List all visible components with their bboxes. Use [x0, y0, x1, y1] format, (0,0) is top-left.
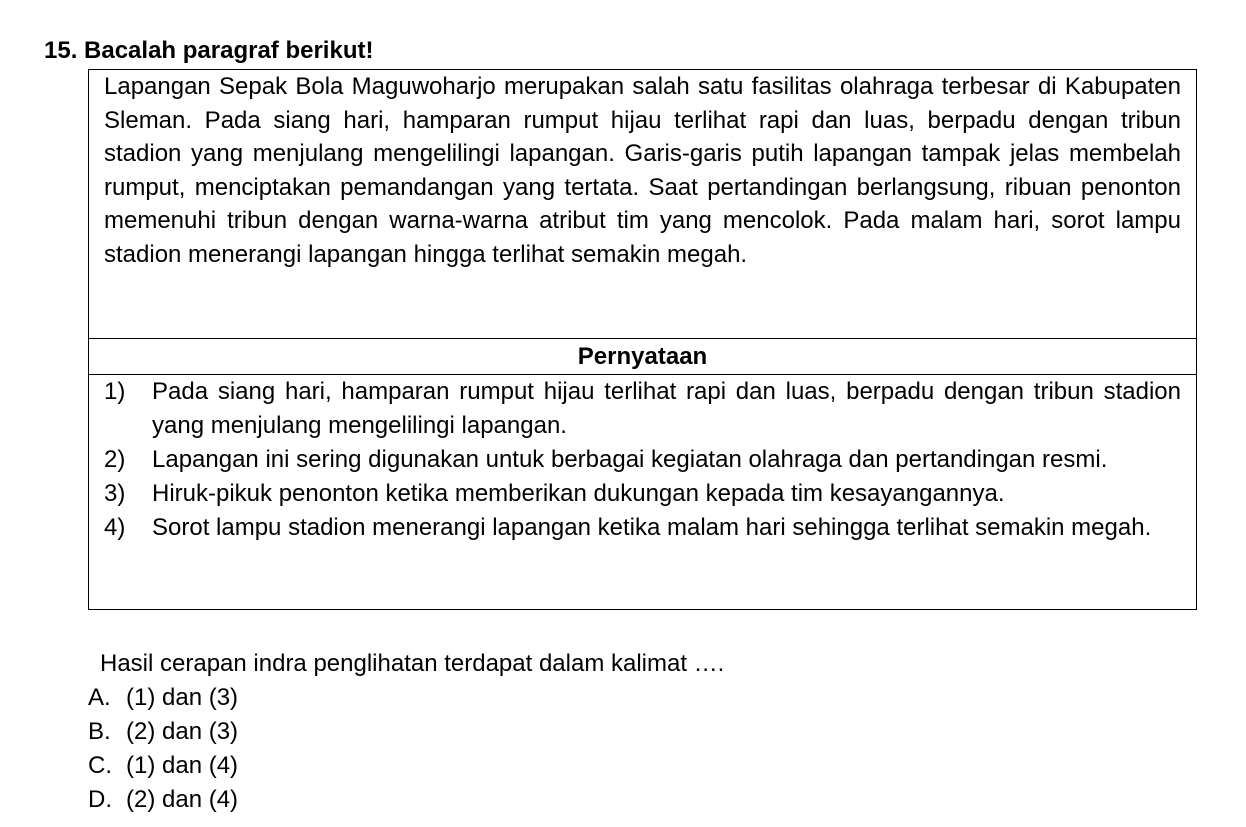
- statement-number: 2): [104, 446, 126, 473]
- statement-item: [104, 511, 1181, 545]
- statement-text: Lapangan ini sering digunakan untuk berbagai kegiatan olahraga dan pertandingan resmi.: [152, 446, 1108, 473]
- statement-number: 4): [104, 514, 126, 541]
- option-letter: B.: [88, 718, 111, 745]
- statement-list: [104, 375, 1181, 545]
- statement-text: Pada siang hari, hamparan rumput hijau terlihat rapi dan luas, berpadu dengan tribun stadion yang menjulang mengelilingi lapangan.: [152, 378, 1181, 439]
- option-a[interactable]: [88, 681, 238, 715]
- option-text: (2) dan (3): [126, 718, 239, 745]
- option-text: (2) dan (4): [126, 786, 239, 813]
- statement-number: 1): [104, 378, 126, 405]
- option-letter: A.: [88, 684, 111, 711]
- statement-text: Hiruk-pikuk penonton ketika memberikan dukungan kepada tim kesayangannya.: [152, 480, 1005, 507]
- statement-item: [104, 443, 1181, 477]
- statement-item: [104, 477, 1181, 511]
- option-d[interactable]: [88, 783, 238, 817]
- question-title: 15. Bacalah paragraf berikut!: [44, 37, 374, 64]
- statement-header: Pernyataan: [577, 343, 708, 370]
- option-text: (1) dan (3): [126, 684, 239, 711]
- passage-paragraph: Lapangan Sepak Bola Maguwoharjo merupakan salah satu fasilitas olahraga terbesar di Kabupaten Sleman. Pada siang hari, hamparan rumput hijau terlihat rapi dan luas, berpadu dengan tribun stadion yang menjulang mengelilingi lapangan. Garis-garis putih lapangan tampak jelas membelah rumput, menciptakan pemandangan yang tertata. Saat pertandingan berlangsung, ribuan penonton memenuhi tribun dengan warna-warna atribut tim yang mencolok. Pada malam hari, sorot lampu stadion menerangi lapangan hingga terlihat semakin megah.: [104, 73, 1181, 268]
- statement-text: Sorot lampu stadion menerangi lapangan ketika malam hari sehingga terlihat semakin megah.: [152, 514, 1152, 541]
- table-divider: [89, 338, 1196, 339]
- option-text: (1) dan (4): [126, 752, 239, 779]
- option-b[interactable]: [88, 715, 238, 749]
- statement-number: 3): [104, 480, 126, 507]
- option-letter: D.: [88, 786, 112, 813]
- option-letter: C.: [88, 752, 112, 779]
- statement-item: [104, 375, 1181, 443]
- question-prompt: Hasil cerapan indra penglihatan terdapat dalam kalimat ….: [100, 650, 725, 677]
- option-c[interactable]: [88, 749, 238, 783]
- answer-options: [88, 681, 238, 817]
